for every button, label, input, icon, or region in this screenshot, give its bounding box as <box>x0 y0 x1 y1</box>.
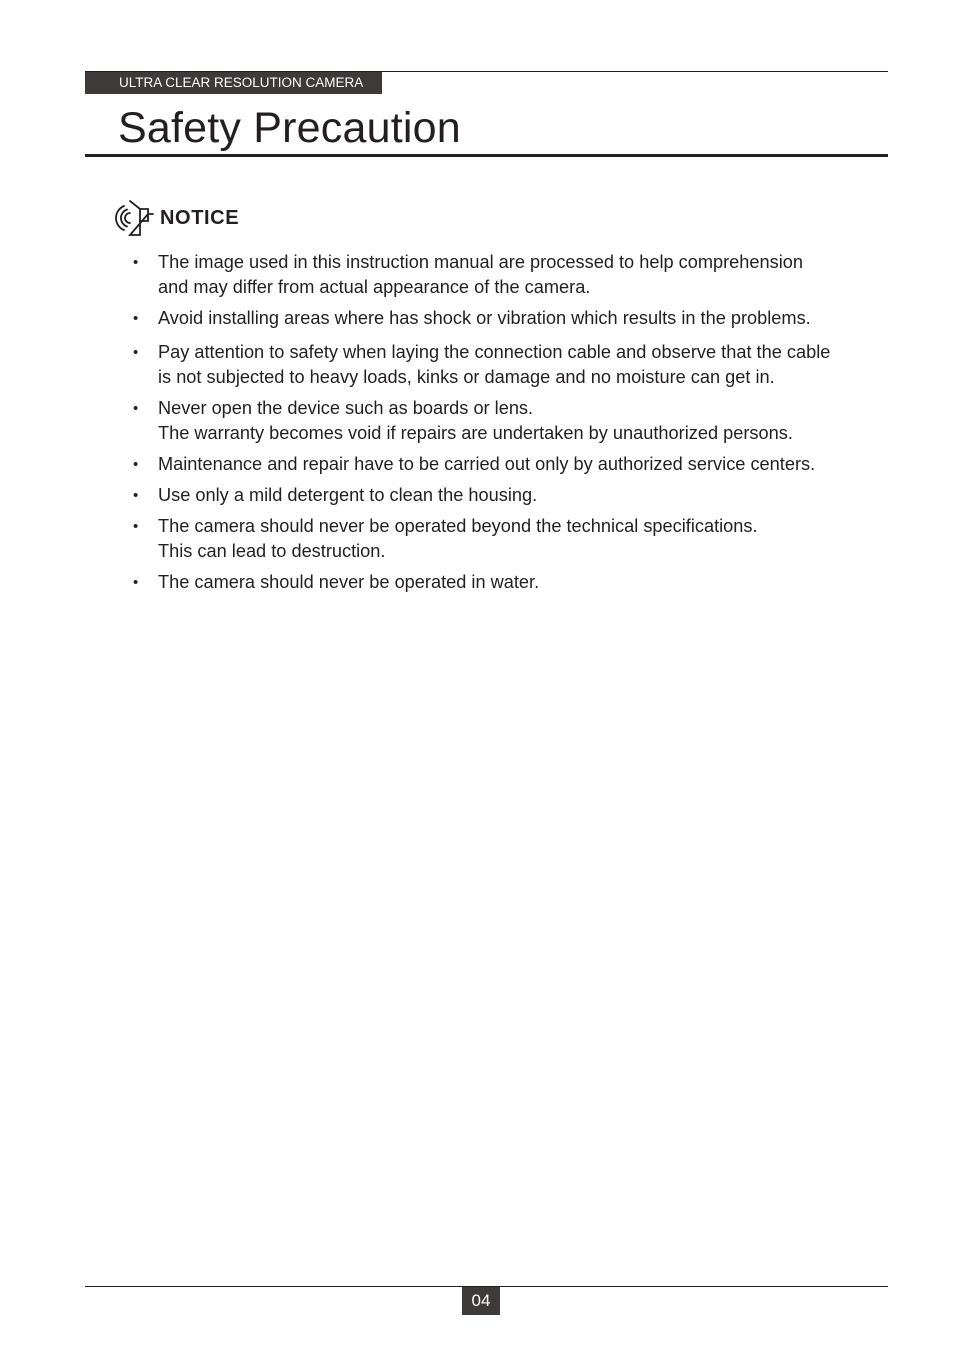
bullet: • <box>133 344 139 361</box>
list-item <box>131 340 871 390</box>
list-item-text: The image used in this instruction manual are processed to help comprehension and may differ from actual appearance of the camera. <box>158 252 804 297</box>
bullet: • <box>133 574 139 591</box>
list-item-text: The camera should never be operated beyond the technical specifications. This can lead to destruction. <box>158 516 758 561</box>
bullet: • <box>133 518 139 535</box>
list-item <box>131 250 871 300</box>
list-item-text: Use only a mild detergent to clean the housing. <box>158 485 538 505</box>
bullet: • <box>133 254 139 271</box>
list-item-text: Avoid installing areas where has shock or vibration which results in the problems. <box>158 308 811 328</box>
list-item <box>131 570 871 595</box>
notice-label: NOTICE <box>160 207 240 229</box>
bullet: • <box>133 400 139 417</box>
title-underline-rule <box>85 154 888 157</box>
list-item <box>131 452 871 477</box>
list-item-text: Maintenance and repair have to be carried out only by authorized service centers. <box>158 454 816 474</box>
list-item <box>131 514 871 564</box>
list-item <box>131 306 871 331</box>
page-number: 04 <box>462 1287 500 1315</box>
list-item-text: The camera should never be operated in water. <box>158 572 540 592</box>
page-title: Safety Precaution <box>118 104 461 152</box>
list-item-text: Never open the device such as boards or lens. The warranty becomes void if repairs are undertaken by unauthorized persons. <box>158 398 793 443</box>
header-tab: ULTRA CLEAR RESOLUTION CAMERA <box>85 72 382 94</box>
list-item-text: Pay attention to safety when laying the connection cable and observe that the cable is not subjected to heavy loads, kinks or damage and no moisture can get in. <box>158 342 831 387</box>
notice-speaker-icon <box>110 198 156 238</box>
safety-notice-list <box>131 250 871 601</box>
bullet: • <box>133 487 139 504</box>
bullet: • <box>133 310 139 327</box>
bullet: • <box>133 456 139 473</box>
list-item <box>131 483 871 508</box>
list-item <box>131 396 871 446</box>
